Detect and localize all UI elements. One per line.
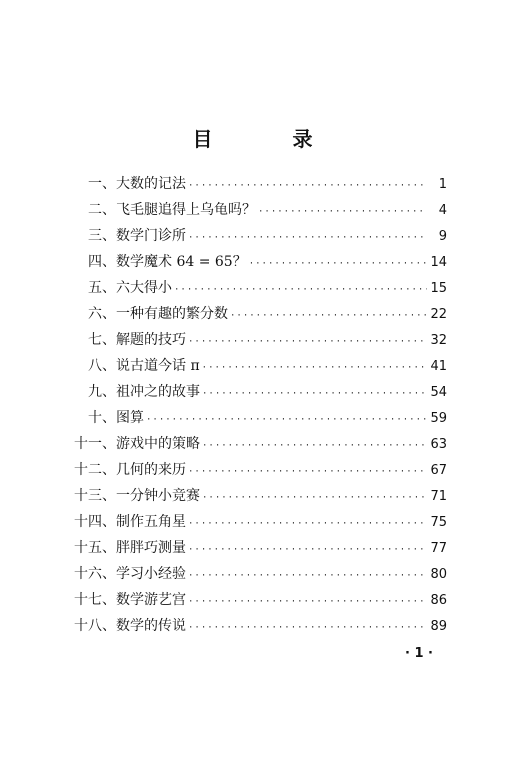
toc-entry-page: 14 bbox=[430, 255, 447, 270]
toc-entry bbox=[74, 432, 447, 456]
toc-entry-title: 几何的来历 bbox=[116, 462, 186, 478]
toc-entry-title: 一分钟小竞赛 bbox=[116, 488, 200, 504]
toc-entry bbox=[88, 302, 447, 326]
toc-entry-number: 十三、 bbox=[74, 488, 116, 504]
toc-entry-title: 解题的技巧 bbox=[116, 332, 186, 348]
toc-entry-number: 十五、 bbox=[74, 540, 116, 556]
toc-entry-title: 制作五角星 bbox=[116, 514, 186, 530]
toc-entry-number: 十一、 bbox=[74, 436, 116, 452]
toc-entry-number: 三、 bbox=[88, 228, 116, 244]
toc-entry bbox=[88, 224, 447, 248]
toc-leader-dots bbox=[188, 226, 427, 250]
toc-entry-page: 59 bbox=[430, 411, 447, 426]
toc-entry bbox=[88, 380, 447, 404]
toc-entry-number: 十八、 bbox=[74, 618, 116, 634]
toc-entry-title: 六大得小 bbox=[116, 280, 172, 296]
toc-entry-number: 七、 bbox=[88, 332, 116, 348]
toc-entry-number: 五、 bbox=[88, 280, 116, 296]
toc-entry-number: 八、 bbox=[88, 358, 116, 374]
toc-leader-dots bbox=[188, 512, 427, 536]
toc-entry-number: 十四、 bbox=[74, 514, 116, 530]
toc-entry-number: 二、 bbox=[88, 202, 116, 218]
toc-leader-dots bbox=[188, 564, 427, 588]
toc-entry-number: 四、 bbox=[88, 254, 116, 270]
toc-entry-number: 十、 bbox=[88, 410, 116, 426]
toc-entry-page: 15 bbox=[430, 281, 447, 296]
toc-entry-title: 祖冲之的故事 bbox=[116, 384, 200, 400]
toc-entry-page: 1 bbox=[438, 177, 447, 192]
toc-entry bbox=[74, 562, 447, 586]
toc-entry-title: 游戏中的策略 bbox=[116, 436, 200, 452]
toc-entry-title: 说古道今话 π bbox=[116, 358, 200, 374]
toc-entry-page: 41 bbox=[430, 359, 447, 374]
toc-entry-number: 九、 bbox=[88, 384, 116, 400]
toc-entry bbox=[74, 484, 447, 508]
toc-leader-dots bbox=[188, 330, 427, 354]
toc-leader-dots bbox=[146, 408, 427, 432]
toc-entry bbox=[88, 328, 447, 352]
toc-entry-title: 数学门诊所 bbox=[116, 228, 186, 244]
toc-entry-page: 22 bbox=[430, 307, 447, 322]
toc-leader-dots bbox=[230, 304, 427, 328]
toc-leader-dots bbox=[202, 486, 427, 510]
toc-entry bbox=[88, 406, 447, 430]
toc-entry-page: 86 bbox=[430, 593, 447, 608]
toc-entry bbox=[74, 458, 447, 482]
toc-leader-dots bbox=[202, 382, 427, 406]
toc-entry-title: 学习小经验 bbox=[116, 566, 186, 582]
page-title: 目 录 bbox=[192, 127, 343, 151]
toc-leader-dots bbox=[188, 616, 427, 640]
toc-entry bbox=[74, 536, 447, 560]
toc-entry-page: 54 bbox=[430, 385, 447, 400]
toc-leader-dots bbox=[174, 278, 427, 302]
toc-entry bbox=[88, 276, 447, 300]
toc-entry-number: 十七、 bbox=[74, 592, 116, 608]
toc-entry-page: 4 bbox=[438, 203, 447, 218]
toc-leader-dots bbox=[188, 174, 427, 198]
toc-entry-number: 一、 bbox=[88, 176, 116, 192]
toc-entry-title: 大数的记法 bbox=[116, 176, 186, 192]
toc-entry-title: 一种有趣的繁分数 bbox=[116, 306, 228, 322]
toc-entry-page: 80 bbox=[430, 567, 447, 582]
page-number-footer: · 1 · bbox=[405, 646, 433, 661]
toc-leader-dots bbox=[258, 200, 427, 224]
toc-leader-dots bbox=[202, 356, 427, 380]
toc-entry-number: 十六、 bbox=[74, 566, 116, 582]
toc-entry-page: 9 bbox=[438, 229, 447, 244]
toc-entry bbox=[88, 250, 447, 274]
toc-entry-title: 图算 bbox=[116, 410, 144, 426]
toc-entry-title: 数学的传说 bbox=[116, 618, 186, 634]
toc-entry-page: 71 bbox=[430, 489, 447, 504]
toc-entry bbox=[88, 354, 447, 378]
toc-entry-page: 67 bbox=[430, 463, 447, 478]
toc-entry-page: 77 bbox=[430, 541, 447, 556]
toc-entry-title: 数学魔术 64 = 65？ bbox=[116, 254, 247, 270]
toc-leader-dots bbox=[202, 434, 427, 458]
toc-entry-title: 胖胖巧测量 bbox=[116, 540, 186, 556]
toc-leader-dots bbox=[188, 590, 427, 614]
toc-entry-page: 32 bbox=[430, 333, 447, 348]
toc-leader-dots bbox=[249, 252, 427, 276]
toc-entry-page: 75 bbox=[430, 515, 447, 530]
toc-entry bbox=[74, 614, 447, 638]
toc-entry-title: 数学游艺宫 bbox=[116, 592, 186, 608]
toc-entry bbox=[74, 588, 447, 612]
toc-leader-dots bbox=[188, 460, 427, 484]
toc-entry-page: 63 bbox=[430, 437, 447, 452]
toc-entry bbox=[88, 172, 447, 196]
toc-entry-page: 89 bbox=[430, 619, 447, 634]
toc-entry-number: 六、 bbox=[88, 306, 116, 322]
toc-entry-number: 十二、 bbox=[74, 462, 116, 478]
toc-entry-title: 飞毛腿追得上乌龟吗？ bbox=[116, 202, 256, 218]
toc-leader-dots bbox=[188, 538, 427, 562]
toc-entry bbox=[74, 510, 447, 534]
toc-entry bbox=[88, 198, 447, 222]
